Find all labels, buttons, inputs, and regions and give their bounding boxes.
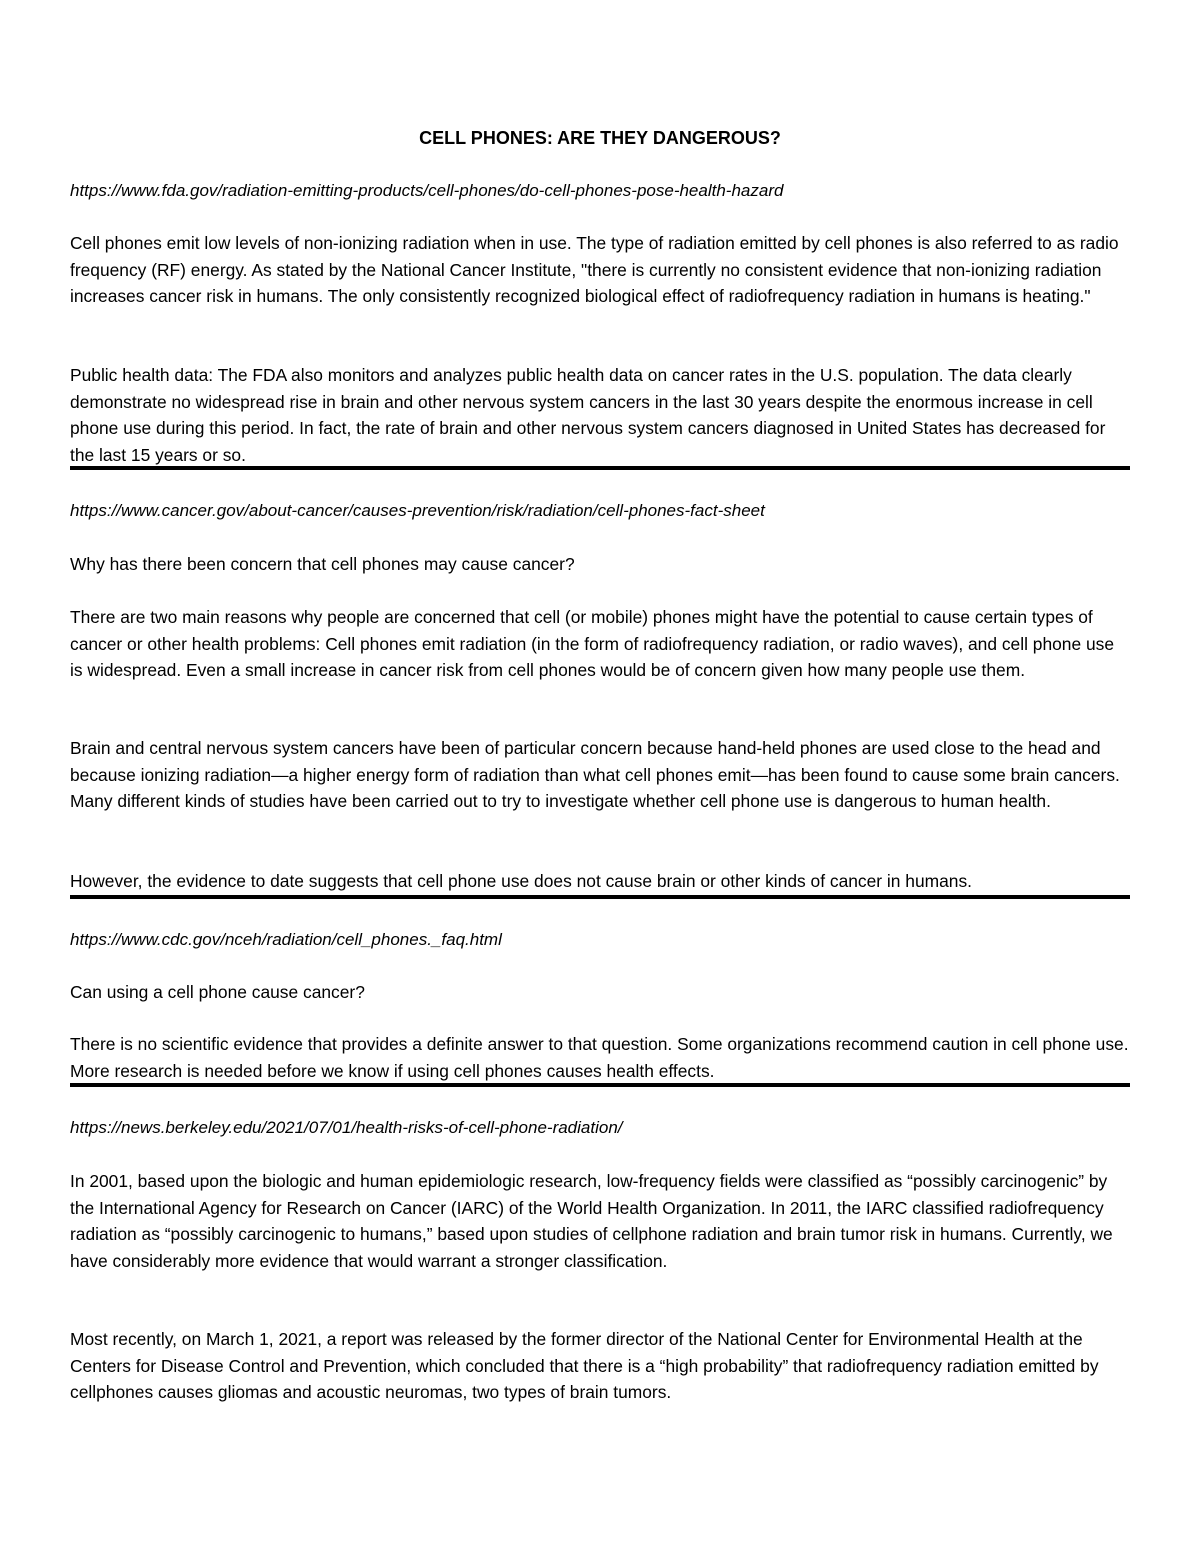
source-url-fda: https://www.fda.gov/radiation-emitting-products/cell-phones/do-cell-phones-pose-health-hazard — [70, 181, 784, 200]
section-divider — [70, 1083, 1130, 1087]
nci-paragraph-1: There are two main reasons why people are concerned that cell (or mobile) phones might have the potential to cause certain types of cancer or other health problems: Cell phones emit radiation (in the form of radiofrequency radiation, or radio waves), and cell phone use is widespread. Even a small increase in cancer risk from cell phones would be of concern given how many people use them. — [70, 607, 1115, 681]
nci-conclusion: However, the evidence to date suggests that cell phone use does not cause brain or other kinds of cancer in humans. — [70, 871, 972, 891]
source-url-cdc: https://www.cdc.gov/nceh/radiation/cell_phones._faq.html — [70, 930, 502, 949]
cdc-answer: There is no scientific evidence that provides a definite answer to that question. Some organizations recommend caution in cell phone use. More research is needed before we know if using cell phones causes health effects. — [70, 1034, 1129, 1081]
fda-paragraph-2: Public health data: The FDA also monitors and analyzes public health data on cancer rates in the U.S. population. The data clearly demonstrate no widespread rise in brain and other nervous system cancers in the last 30 years despite the enormous increase in cell phone use during this period. In fact, the rate of brain and other nervous system cancers diagnosed in United States has decreased for the last 15 years or so. — [70, 365, 1106, 465]
section-divider — [70, 895, 1130, 899]
source-url-berkeley: https://news.berkeley.edu/2021/07/01/health-risks-of-cell-phone-radiation/ — [70, 1118, 623, 1137]
berkeley-paragraph-2: Most recently, on March 1, 2021, a report was released by the former director of the National Center for Environmental Health at the Centers for Disease Control and Prevention, which concluded that there is a “high probability” that radiofrequency radiation emitted by cellphones causes gliomas and acoustic neuromas, two types of brain tumors. — [70, 1329, 1099, 1403]
section-divider — [70, 466, 1130, 470]
fda-paragraph-1: Cell phones emit low levels of non-ionizing radiation when in use. The type of radiation emitted by cell phones is also referred to as radio frequency (RF) energy. As stated by the National Cancer Institute, "there is currently no consistent evidence that non-ionizing radiation increases cancer risk in humans. The only consistently recognized biological effect of radiofrequency radiation in humans is heating." — [70, 233, 1119, 307]
document-title: CELL PHONES: ARE THEY DANGEROUS? — [419, 128, 781, 148]
berkeley-paragraph-1: In 2001, based upon the biologic and human epidemiologic research, low-frequency fields were classified as “possibly carcinogenic” by the International Agency for Research on Cancer (IARC) of the World Health Organization. In 2011, the IARC classified radiofrequency radiation as “possibly carcinogenic to humans,” based upon studies of cellphone radiation and brain tumor risk in humans. Currently, we have considerably more evidence that would warrant a stronger classification. — [70, 1171, 1113, 1271]
cdc-question: Can using a cell phone cause cancer? — [70, 982, 365, 1002]
source-url-cancer-gov: https://www.cancer.gov/about-cancer/causes-prevention/risk/radiation/cell-phones-fact-sheet — [70, 501, 765, 520]
nci-paragraph-2: Brain and central nervous system cancers have been of particular concern because hand-held phones are used close to the head and because ionizing radiation—a higher energy form of radiation than what cell phones emit—has been found to cause some brain cancers. Many different kinds of studies have been carried out to try to investigate whether cell phone use is dangerous to human health. — [70, 738, 1120, 812]
nci-question: Why has there been concern that cell phones may cause cancer? — [70, 554, 575, 574]
